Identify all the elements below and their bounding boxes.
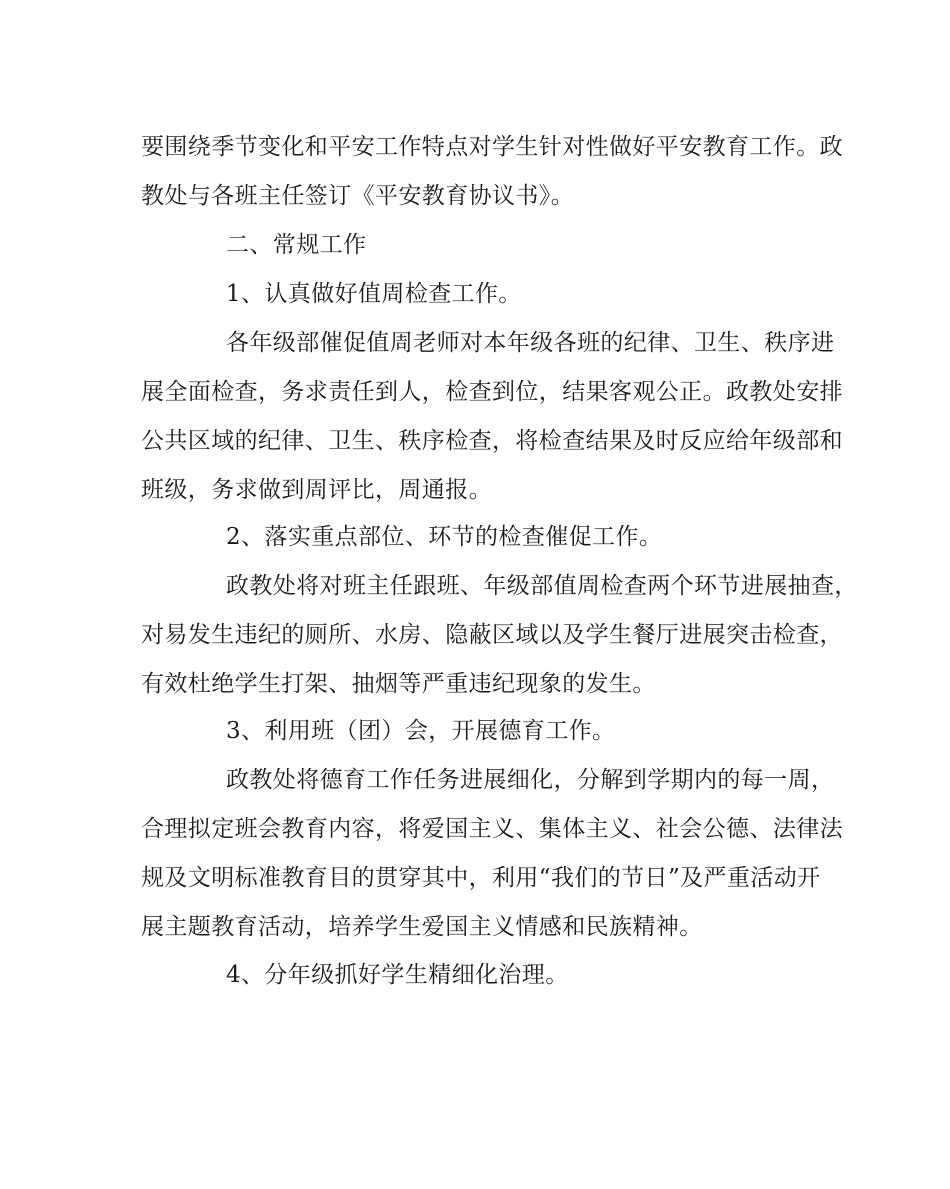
text-line: 公共区域的纪律、卫生、秩序检查，将检查结果及时反应给年级部和 [141,428,843,454]
subsection-heading: 3、利用班（团）会，开展德育工作。 [226,718,616,744]
subsection-heading: 2、落实重点部位、环节的检查催促工作。 [226,524,663,550]
text-line: 展全面检查，务求责任到人，检查到位，结果客观公正。政教处安排 [141,379,843,405]
subsection-heading: 4、分年级抓好学生精细化治理。 [226,962,569,988]
text-line: 班级，务求做到周评比，周通报。 [141,477,492,503]
text-line: 合理拟定班会教育内容，将爱国主义、集体主义、社会公德、法律法 [141,816,843,842]
text-line: 教处与各班主任签订《平安教育协议书》。 [141,183,575,209]
subsection-heading: 1、认真做好值周检查工作。 [226,281,522,307]
text-line: 规及文明标准教育目的贯穿其中，利用“我们的节日”及严重活动开 [141,865,821,891]
text-line: 有效杜绝学生打架、抽烟等严重违纪现象的发生。 [141,671,656,697]
text-line: 对易发生违纪的厕所、水房、隐蔽区域以及学生餐厅进展突击检查， [141,622,843,648]
text-line: 各年级部催促值周老师对本年级各班的纪律、卫生、秩序进 [226,330,835,356]
text-line: 展主题教育活动，培养学生爱国主义情感和民族精神。 [141,914,703,940]
section-heading: 二、常规工作 [226,232,367,258]
text-line: 政教处将对班主任跟班、年级部值周检查两个环节进展抽查， [226,573,858,599]
text-line: 政教处将德育工作任务进展细化，分解到学期内的每一周， [226,767,835,793]
text-line: 要围绕季节变化和平安工作特点对学生针对性做好平安教育工作。政 [141,134,843,160]
